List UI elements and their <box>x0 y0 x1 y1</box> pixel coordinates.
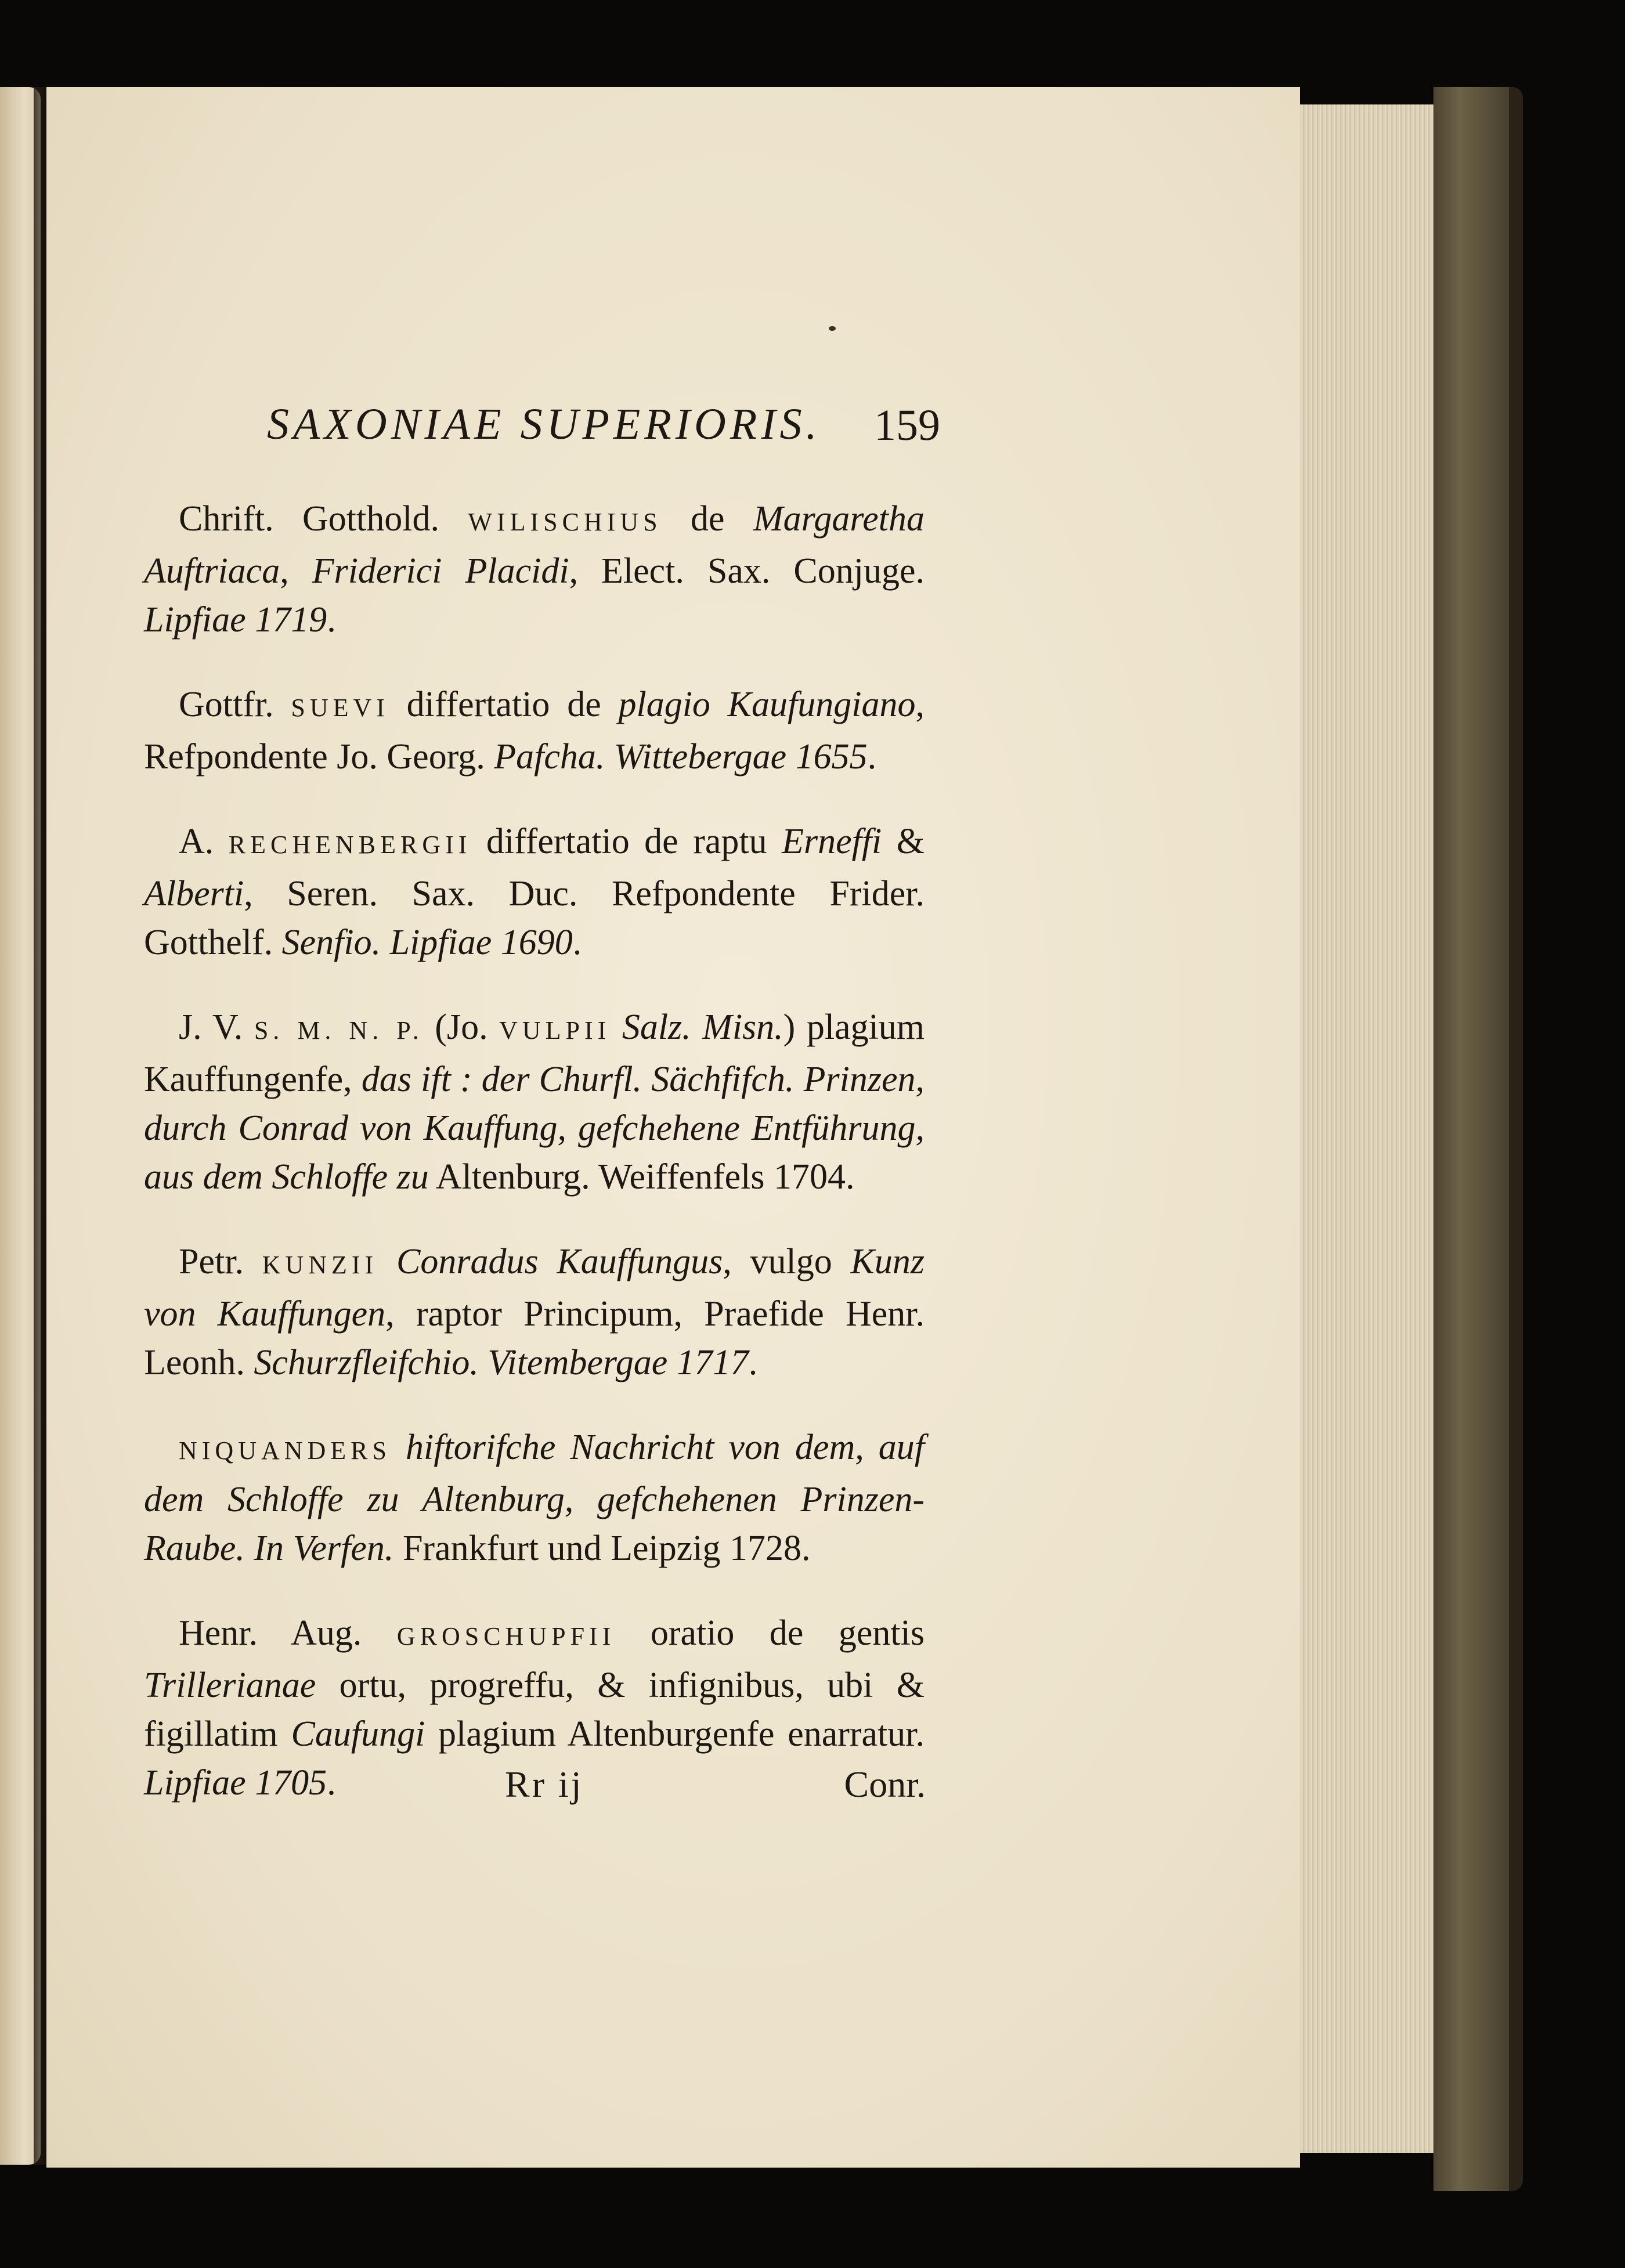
entry-text: Gottfr. <box>179 685 291 724</box>
page-number: 159 <box>874 401 940 450</box>
italic-text: Margaretha Auftriaca <box>144 499 925 591</box>
author-name: S. M. N. P. <box>254 1016 424 1045</box>
catchword: Conr. <box>844 1764 926 1805</box>
entry-text: (Jo. <box>423 1007 500 1047</box>
italic-text: Kunz von Kauffungen <box>144 1242 925 1334</box>
entry-text: de <box>662 499 753 539</box>
entry-text: ) plagium Kauffungenfe, <box>144 1007 925 1099</box>
bibliography-entry <box>144 494 925 644</box>
entry-text: . <box>327 600 336 640</box>
italic-text: Caufungi <box>291 1714 425 1754</box>
bibliography-entry <box>144 680 925 781</box>
bibliography-entry <box>144 817 925 967</box>
entry-text: J. V. <box>179 1007 254 1047</box>
bibliography-entries <box>144 458 925 1839</box>
ink-speck <box>829 326 836 331</box>
entry-text: oratio de gentis <box>615 1613 925 1653</box>
italic-text: Schurzfleifchio. Vitembergae 1717 <box>254 1343 749 1382</box>
entry-text: , raptor Principum, Praefide Henr. Leonh. <box>144 1294 925 1382</box>
italic-text: Lipfiae 1719 <box>144 600 327 640</box>
running-title: SAXONIAE SUPERIORIS. <box>267 400 821 449</box>
book-cover-board <box>1433 87 1521 2191</box>
italic-text: Conradus Kauffungus <box>396 1242 723 1281</box>
entry-text: & <box>882 822 925 861</box>
author-name: RECHENBERGII <box>228 830 472 859</box>
entry-text: , vulgo <box>723 1242 851 1281</box>
italic-text: Senfio. Lipfiae 1690 <box>281 923 573 962</box>
entry-text: . <box>327 1763 336 1803</box>
bibliography-entry <box>144 1423 925 1573</box>
italic-text: Trillerianae <box>144 1666 316 1705</box>
entry-text: , <box>280 551 312 591</box>
entry-text: A. <box>179 822 229 861</box>
page-header <box>267 399 940 457</box>
entry-text: . <box>867 737 877 777</box>
italic-text: Alberti <box>144 874 244 913</box>
entry-text: Petr. <box>179 1242 262 1281</box>
author-name: NIQUANDERS <box>179 1436 391 1465</box>
author-name: SUEVI <box>291 694 389 722</box>
entry-text: , Elect. Sax. Conjuge. <box>569 551 925 591</box>
author-name: GROSCHUPFII <box>396 1622 616 1651</box>
bibliography-entry <box>144 1003 925 1201</box>
entry-text <box>611 1007 622 1047</box>
entry-text: ortu, progreffu, & infignibus, ubi & figillatim <box>144 1666 925 1754</box>
italic-text: Pafcha. Wittebergae 1655 <box>494 737 868 777</box>
italic-text: hiftorifche Nachricht von dem, auf dem Schloffe zu Altenburg, gefchehenen Prinzen-Raube. In Verfen. <box>144 1428 925 1568</box>
signature-mark: Rr ij <box>505 1764 584 1805</box>
entry-text <box>391 1428 406 1467</box>
italic-text: Lipfiae 1705 <box>144 1763 327 1803</box>
entry-text: plagium Altenburgenfe enarratur. <box>425 1714 925 1754</box>
italic-text: Erneffi <box>782 822 882 861</box>
entry-text: . <box>572 923 582 962</box>
italic-text: Friderici Placidi <box>312 551 569 591</box>
entry-text: Frankfurt und Leipzig 1728. <box>393 1529 811 1568</box>
italic-text: Salz. Misn. <box>622 1007 783 1047</box>
entry-text: , Refpondente Jo. Georg. <box>144 685 925 777</box>
entry-text: Chrift. Gotthold. <box>179 499 468 539</box>
entry-text: Altenburg. Weiffenfels 1704. <box>428 1157 855 1197</box>
page-footer <box>174 1763 926 1815</box>
author-name: KUNZII <box>262 1251 378 1279</box>
author-name: WILISCHIUS <box>468 508 662 536</box>
entry-text: differtatio de <box>389 685 619 724</box>
italic-text: plagio Kaufungiano <box>618 685 916 724</box>
bibliography-entry <box>144 1237 925 1387</box>
page-block-edge <box>1291 104 1440 2153</box>
entry-text: . <box>748 1343 758 1382</box>
book-cover-edge <box>1509 87 1523 2191</box>
entry-text: differtatio de raptu <box>471 822 782 861</box>
entry-text <box>378 1242 396 1281</box>
entry-text: , Seren. Sax. Duc. Refpondente Frider. Gotthelf. <box>144 874 925 962</box>
author-name: VULPII <box>499 1016 611 1045</box>
italic-text: das ift : der Churfl. Sächfifch. Prinzen, durch Conrad von Kauffung, gefchehene Entführung, aus dem Schloffe zu <box>144 1060 925 1197</box>
entry-text: Henr. Aug. <box>179 1613 397 1653</box>
